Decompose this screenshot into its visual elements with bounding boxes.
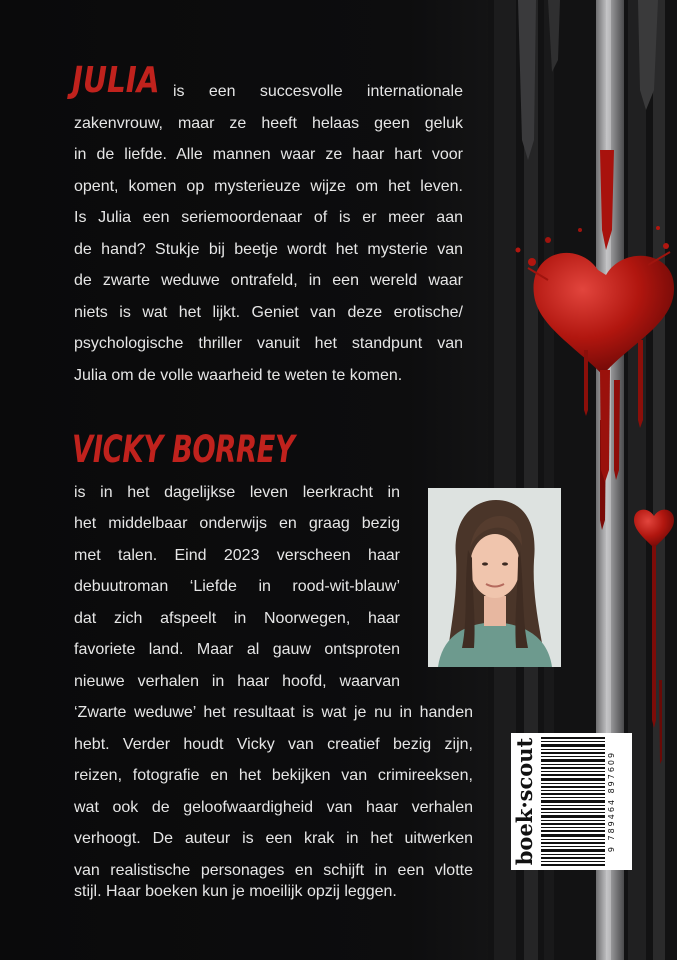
isbn-number: 9 789464 897609 <box>607 750 616 853</box>
bio-line: wat ook de geloofwaardigheid van haar verhalen <box>74 799 473 816</box>
book-character-heading: JULIA <box>72 60 160 101</box>
bio-line: verhoogt. De auteur is een krak in het uitwerken <box>74 830 473 847</box>
bio-line: met talen. Eind 2023 verscheen haar <box>74 547 400 564</box>
bio-line: hebt. Verder houdt Vicky van creatief bezig zijn, <box>74 736 473 753</box>
blurb-line: psychologische thriller vanuit het standpunt van <box>74 335 463 352</box>
bio-line: dat zich afspeelt in Noorwegen, haar <box>74 610 400 627</box>
blurb-line: opent, komen op mysterieuze wijze om het leven. <box>74 178 463 195</box>
blurb-line: Julia om de volle waarheid te weten te komen. <box>74 367 403 384</box>
bio-line: debuutroman ‘Liefde in rood-wit-blauw’ <box>74 578 400 595</box>
author-photo <box>428 488 561 667</box>
bio-line: reizen, fotografie en het bekijken van crimireeksen, <box>74 767 473 784</box>
bio-line: het middelbaar onderwijs en graag bezig <box>74 515 400 532</box>
publisher-logo: boek·scout <box>512 737 537 866</box>
blurb-line: Is Julia een seriemoordenaar of is er meer aan <box>74 209 463 226</box>
blurb-line: in de liefde. Alle mannen waar ze haar hart voor <box>74 146 463 163</box>
bio-line: is in het dagelijkse leven leerkracht in <box>74 484 400 501</box>
author-name-heading: VICKY BORREY <box>72 428 295 471</box>
bio-line: ‘Zwarte weduwe’ het resultaat is wat je nu in handen <box>74 704 473 721</box>
blurb-line: de hand? Stukje bij beetje wordt het mysterie van <box>74 241 463 258</box>
bio-line: van realistische personages en schijft in een vlotte <box>74 862 473 879</box>
bio-line: stijl. Haar boeken kun je moeilijk opzij leggen. <box>74 883 397 900</box>
bio-line: nieuwe verhalen in haar hoofd, waarvan <box>74 673 400 690</box>
blurb-line: de zwarte weduwe ontrafeld, in een wereld waar <box>74 272 463 289</box>
blurb-line: zakenvrouw, maar ze heeft helaas geen geluk <box>74 115 463 132</box>
blurb-line: niets is wat het lijkt. Geniet van deze erotische/ <box>74 304 463 321</box>
barcode-panel <box>511 733 632 870</box>
bio-line: favoriete land. Maar al gauw ontsproten <box>74 641 400 658</box>
barcode-icon <box>541 737 605 866</box>
blurb-line: is een succesvolle internationale <box>173 83 463 100</box>
